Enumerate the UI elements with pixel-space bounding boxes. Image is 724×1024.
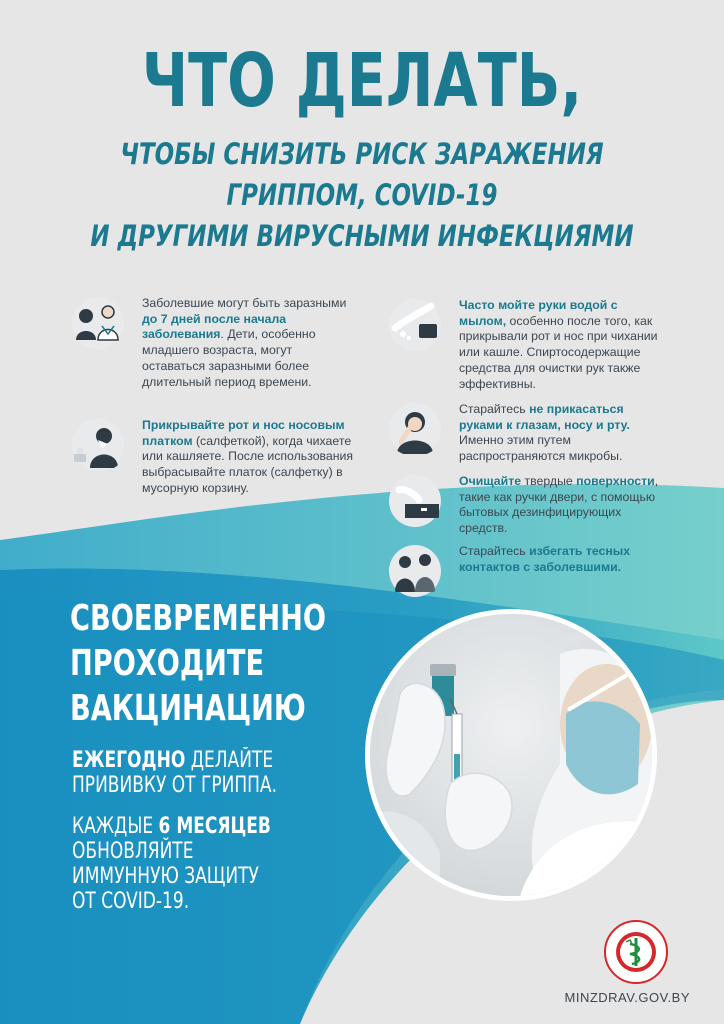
vaccine-photo [370,614,652,896]
vax-line: КАЖДЫЕ 6 МЕСЯЦЕВ [72,814,271,839]
vax-line: ПРИВИВКУ ОТ ГРИППА. [72,773,277,798]
tip-clean-surfaces [385,474,665,537]
heading-line: СВОЕВРЕМЕННО [70,598,327,639]
tip-contagious-period [68,296,358,390]
subtitle-line: ЧТОБЫ СНИЗИТЬ РИСК ЗАРАЖЕНИЯ [120,137,604,171]
subtitle-line: ГРИППОМ, COVID-19 [226,178,498,212]
heading-line: ВАКЦИНАЦИЮ [70,688,306,729]
tip-text: Заболевшие могут быть заразными до 7 дней после начала заболевания. Дети, особенно младшего возраста, могут оставаться заразными более длительный период времени. [142,296,347,389]
ministry-logo-icon [604,920,668,984]
vax-line: ОТ COVID-19. [72,889,190,914]
face-touch-icon [385,402,445,456]
avoid-contact-icon [385,544,445,598]
heading-line: ПРОХОДИТЕ [70,643,265,684]
tip-text: Часто мойте руки водой с мылом, особенно после того, как прикрывали рот и нос при чихании или кашле. Спиртосодержащие средства для очистки рук также эффективны. [459,298,658,391]
vaccine-syringe-illustration [370,614,652,896]
vaccination-text [72,748,277,914]
tip-avoid-contacts [385,544,665,598]
tip-no-face-touch [385,402,665,465]
doctor-patient-icon [68,296,128,350]
tip-text: Прикрывайте рот и нос носовым платком (салфеткой), когда чихаете или кашляете. После использования выбрасывайте платок (салфетку) в мусорную корзину. [142,418,354,495]
tip-text: Очищайте твердые поверхности, такие как ручки двери, с помощью бытовых дезинфицирующих средств. [459,474,659,536]
subtitle-line: И ДРУГИМИ ВИРУСНЫМИ ИНФЕКЦИЯМИ [90,219,634,253]
page-subtitle [43,134,680,257]
tip-text: Старайтесь избегать тесных контактов с заболевшими. [459,544,631,574]
page-title: ЧТО ДЕЛАТЬ, [141,38,583,124]
tip-wash-hands [385,298,665,392]
vax-line: ЕЖЕГОДНО ДЕЛАЙТЕ [72,748,274,773]
surface-cleaning-icon [385,474,445,528]
sneeze-tissue-icon [68,418,128,472]
tip-text: Старайтесь не прикасаться руками к глазам, носу и рту. Именно этим путем распространяются микробы. [459,402,630,464]
tip-cover-mouth [68,418,358,497]
website-link[interactable]: MINZDRAV.GOV.BY [564,990,690,1005]
vax-line: ИММУННУЮ ЗАЩИТУ [72,864,259,889]
hand-wash-icon [385,298,445,352]
vax-line: ОБНОВЛЯЙТЕ [72,839,194,864]
vaccination-heading [70,596,326,731]
